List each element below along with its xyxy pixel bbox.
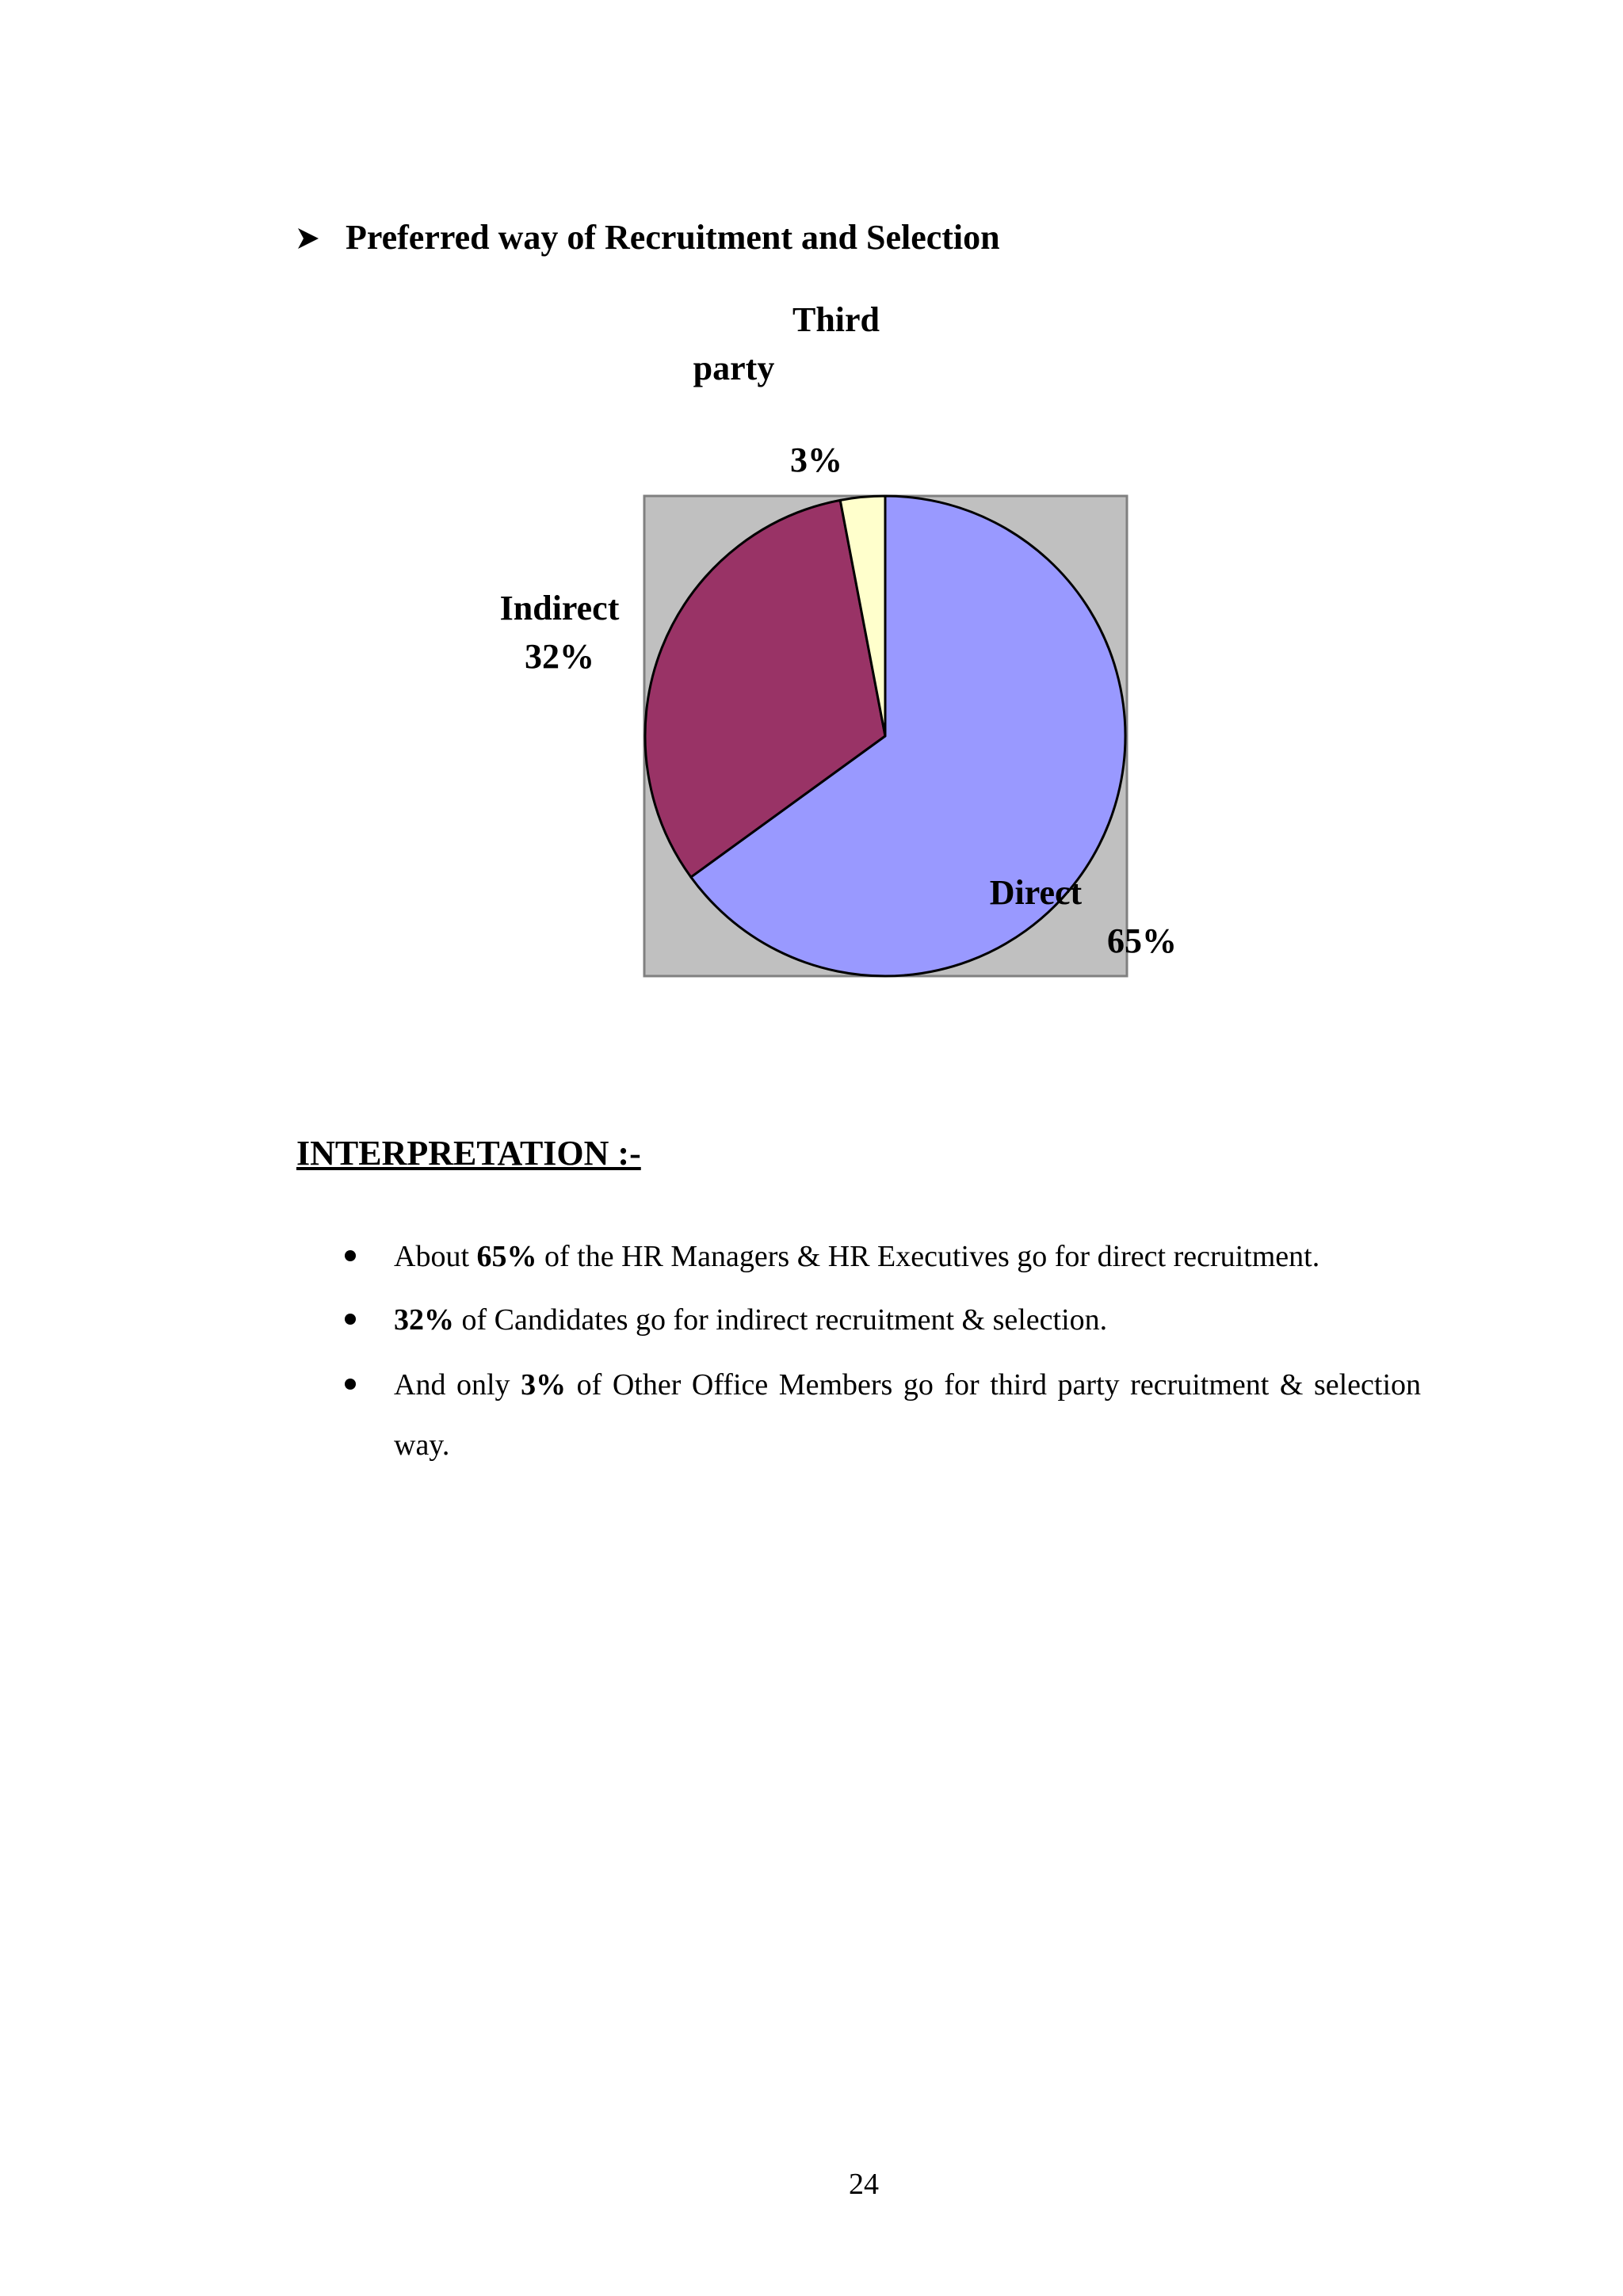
- slice-value-third-party: 3%: [790, 441, 842, 479]
- slice-value-indirect: 32%: [525, 637, 594, 676]
- slice-value-direct: 65%: [1107, 921, 1177, 960]
- slice-label-direct: Direct: [989, 873, 1083, 912]
- slice-label-indirect: Indirect: [499, 589, 620, 627]
- interpretation-item: And only 3% of Other Office Members go for third party recruitment & selection way.: [394, 1355, 1421, 1475]
- interpretation-item: 32% of Candidates go for indirect recruitment & selection.: [394, 1290, 1421, 1350]
- bullet-dot-icon: [345, 1314, 356, 1325]
- bullet-dot-icon: [345, 1250, 356, 1261]
- page-number: 24: [849, 2168, 879, 2201]
- bullet-dot-icon: [345, 1379, 356, 1390]
- pie-chart: [0, 0, 1623, 1030]
- interpretation-item: About 65% of the HR Managers & HR Executives go for direct recruitment.: [394, 1226, 1421, 1287]
- slice-label-third-party-line1: Third: [792, 300, 880, 339]
- slice-label-third-party-line2: party: [693, 349, 775, 387]
- interpretation-title: INTERPRETATION :-: [296, 1134, 641, 1173]
- section-heading-text: Preferred way of Recruitment and Selection: [346, 218, 1000, 257]
